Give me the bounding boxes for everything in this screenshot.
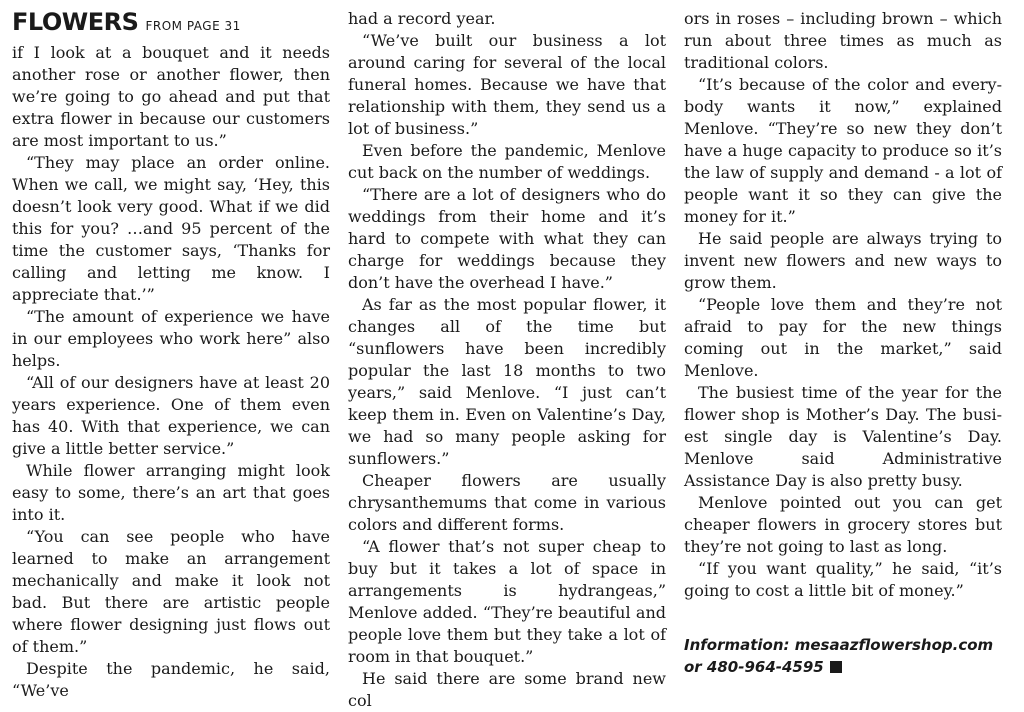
end-of-story-icon <box>830 661 842 673</box>
article-paragraph: “The amount of experience we have in our employees who work here” also helps. <box>12 307 330 370</box>
contact-info-line <box>684 634 1002 678</box>
article-paragraph: As far as the most popular flower, it changes all of the time but “sunflowers have been incredibly popular the last 18 months to two years,” said Menlove. “I just can’t keep them in. Even on Valentine’s Day, we had so many people asking for sunflowers.” <box>348 295 666 468</box>
article-paragraph: Menlove pointed out you can get cheaper flowers in grocery stores but they’re not going to last as long. <box>684 493 1002 556</box>
article-paragraph: He said people are always trying to invent new flowers and new ways to grow them. <box>684 229 1002 292</box>
contact-info-text: Information: mesaazflowershop.com or 480-964-4595 <box>684 636 994 676</box>
article-paragraph: “There are a lot of designers who do weddings from their home and it’s hard to compete with what they can charge for weddings because they don’t have the overhead I have.” <box>348 185 666 292</box>
article-paragraph: “All of our designers have at least 20 years experience. One of them even has 40. With that experience, we can give a little better service.” <box>12 373 330 458</box>
article-paragraph: Even before the pandemic, Menlove cut back on the number of weddings. <box>348 141 666 182</box>
article-paragraph: “They may place an order online. When we call, we might say, ‘Hey, this doesn’t look very good. What if we did this for you? …and 95 percent of the time the customer says, ‘Thanks for calling and letting me know. I appreciate that.’” <box>12 153 330 304</box>
article-paragraph: Despite the pandemic, he said, “We’ve <box>12 659 330 700</box>
jump-headline <box>12 8 330 36</box>
article-paragraph: “We’ve built our business a lot around caring for several of the local funeral homes. Because we have that relationship with them, they send us a lot of business.” <box>348 31 666 138</box>
article-paragraph: While flower arranging might look easy to some, there’s an art that goes into it. <box>12 461 330 524</box>
headline-kicker: FLOWERS <box>12 8 139 36</box>
article-paragraph: ors in roses – including brown – which run about three times as much as traditional colors. <box>684 9 1002 72</box>
article-paragraph: had a record year. <box>348 9 496 28</box>
article-paragraph: “It’s because of the color and everybody wants it now,” explained Menlove. “They’re so new they don’t have a huge capacity to produce so it’s the law of supply and demand - a lot of people want it so they can give the money for it.” <box>684 75 1002 226</box>
article-paragraph: “If you want quality,” he said, “it’s going to cost a little bit of money.” <box>684 559 1002 600</box>
article-paragraph: “You can see people who have learned to make an arrangement mechanically and make it look not bad. But there are artistic people where flower designing just flows out of them.” <box>12 527 330 656</box>
article-paragraph: “People love them and they’re not afraid to pay for the new things coming out in the market,” said Menlove. <box>684 295 1002 380</box>
article-paragraph: Cheaper flowers are usually chrysanthemums that come in various colors and different forms. <box>348 471 666 534</box>
article-column-3 <box>684 8 1002 678</box>
article-paragraph: “A flower that’s not super cheap to buy but it takes a lot of space in arrangements is hydrangeas,” Menlove added. “They’re beautiful and people love them but they take a lot of room in that bouquet.” <box>348 537 666 666</box>
article-paragraph: The busiest time of the year for the flower shop is Mother’s Day. The busiest single day is Valentine’s Day. Menlove said Administrative Assistance Day is also pretty busy. <box>684 383 1002 490</box>
article-column-1 <box>12 8 330 702</box>
article-paragraph: if I look at a bouquet and it needs another rose or another flower, then we’re going to go ahead and put that extra flower in because our customers are most important to us.” <box>12 43 330 150</box>
article-paragraph: He said there are some brand new col <box>348 669 666 710</box>
jump-line: FROM PAGE 31 <box>145 19 241 33</box>
article-column-2 <box>348 8 666 712</box>
